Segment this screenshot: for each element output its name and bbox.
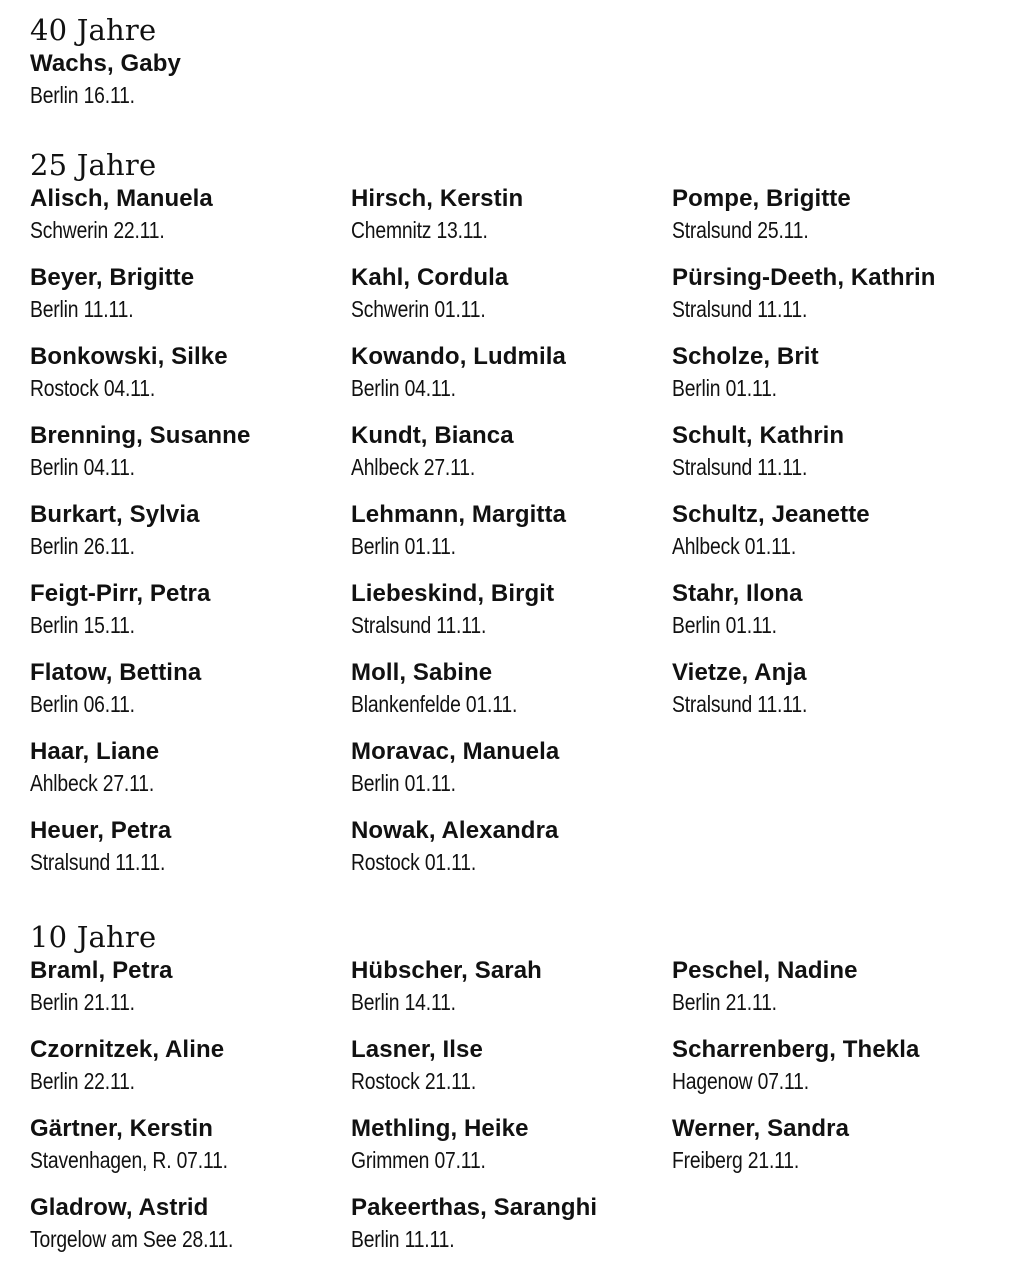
list-item bbox=[30, 955, 351, 1034]
section-40-years bbox=[30, 12, 990, 147]
entries-grid bbox=[30, 48, 990, 127]
section-title: 10 Jahre bbox=[30, 920, 157, 954]
location-date: Chemnitz 13.11. bbox=[351, 217, 488, 243]
column bbox=[30, 183, 351, 894]
person-name: Lehmann, Margitta bbox=[351, 501, 567, 528]
person-name: Hirsch, Kerstin bbox=[351, 185, 524, 212]
list-item bbox=[30, 499, 351, 578]
list-item bbox=[351, 1113, 672, 1192]
list-item bbox=[672, 262, 990, 341]
list-item bbox=[30, 262, 351, 341]
location-date: Berlin 01.11. bbox=[351, 533, 456, 559]
section-25-years bbox=[30, 147, 990, 919]
location-date: Stralsund 11.11. bbox=[672, 296, 808, 322]
entries-grid bbox=[30, 955, 990, 1271]
list-item bbox=[30, 815, 351, 894]
list-item bbox=[351, 815, 672, 894]
location-date: Berlin 01.11. bbox=[672, 612, 777, 638]
list-item bbox=[351, 262, 672, 341]
person-name: Moll, Sabine bbox=[351, 659, 493, 686]
column bbox=[351, 955, 672, 1271]
location-date: Berlin 04.11. bbox=[30, 454, 135, 480]
location-date: Berlin 06.11. bbox=[30, 691, 135, 717]
location-date: Rostock 04.11. bbox=[30, 375, 156, 401]
list-item bbox=[30, 657, 351, 736]
location-date: Schwerin 01.11. bbox=[351, 296, 486, 322]
list-item bbox=[30, 578, 351, 657]
person-name: Pompe, Brigitte bbox=[672, 185, 851, 212]
person-name: Liebeskind, Birgit bbox=[351, 580, 555, 607]
location-date: Rostock 21.11. bbox=[351, 1068, 477, 1094]
location-date: Berlin 22.11. bbox=[30, 1068, 135, 1094]
location-date: Stralsund 11.11. bbox=[351, 612, 487, 638]
list-item bbox=[30, 183, 351, 262]
list-item bbox=[30, 1192, 351, 1271]
list-item bbox=[30, 341, 351, 420]
location-date: Berlin 04.11. bbox=[351, 375, 456, 401]
person-name: Kowando, Ludmila bbox=[351, 343, 566, 370]
person-name: Czornitzek, Aline bbox=[30, 1036, 225, 1063]
person-name: Pakeerthas, Saranghi bbox=[351, 1194, 598, 1221]
column bbox=[30, 48, 351, 127]
location-date: Stralsund 11.11. bbox=[30, 849, 166, 875]
anniversary-list bbox=[30, 12, 990, 1271]
location-date: Stralsund 25.11. bbox=[672, 217, 809, 243]
list-item bbox=[30, 1034, 351, 1113]
person-name: Kundt, Bianca bbox=[351, 422, 514, 449]
person-name: Lasner, Ilse bbox=[351, 1036, 483, 1063]
location-date: Berlin 11.11. bbox=[351, 1226, 455, 1252]
location-date: Stavenhagen, R. 07.11. bbox=[30, 1147, 228, 1173]
list-item bbox=[30, 48, 351, 127]
person-name: Nowak, Alexandra bbox=[351, 817, 559, 844]
location-date: Ahlbeck 27.11. bbox=[30, 770, 155, 796]
list-item bbox=[672, 955, 990, 1034]
list-item bbox=[30, 420, 351, 499]
list-item bbox=[672, 578, 990, 657]
person-name: Brenning, Susanne bbox=[30, 422, 251, 449]
list-item bbox=[351, 341, 672, 420]
list-item bbox=[351, 955, 672, 1034]
list-item bbox=[351, 1034, 672, 1113]
list-item bbox=[672, 1113, 990, 1192]
location-date: Berlin 01.11. bbox=[672, 375, 777, 401]
location-date: Berlin 11.11. bbox=[30, 296, 134, 322]
location-date: Berlin 21.11. bbox=[30, 989, 135, 1015]
list-item bbox=[351, 499, 672, 578]
column bbox=[672, 955, 990, 1271]
person-name: Moravac, Manuela bbox=[351, 738, 560, 765]
person-name: Burkart, Sylvia bbox=[30, 501, 200, 528]
list-item bbox=[351, 1192, 672, 1271]
column bbox=[351, 183, 672, 894]
person-name: Hübscher, Sarah bbox=[351, 957, 542, 984]
list-item bbox=[351, 736, 672, 815]
location-date: Grimmen 07.11. bbox=[351, 1147, 486, 1173]
person-name: Scholze, Brit bbox=[672, 343, 819, 370]
person-name: Peschel, Nadine bbox=[672, 957, 858, 984]
person-name: Vietze, Anja bbox=[672, 659, 807, 686]
entries-grid bbox=[30, 183, 990, 894]
column bbox=[30, 955, 351, 1271]
person-name: Schultz, Jeanette bbox=[672, 501, 870, 528]
location-date: Berlin 01.11. bbox=[351, 770, 456, 796]
location-date: Berlin 16.11. bbox=[30, 82, 135, 108]
person-name: Haar, Liane bbox=[30, 738, 160, 765]
section-10-years bbox=[30, 919, 990, 1271]
person-name: Werner, Sandra bbox=[672, 1115, 850, 1142]
person-name: Flatow, Bettina bbox=[30, 659, 202, 686]
person-name: Heuer, Petra bbox=[30, 817, 172, 844]
person-name: Alisch, Manuela bbox=[30, 185, 213, 212]
location-date: Berlin 21.11. bbox=[672, 989, 777, 1015]
list-item bbox=[351, 420, 672, 499]
location-date: Rostock 01.11. bbox=[351, 849, 477, 875]
person-name: Scharrenberg, Thekla bbox=[672, 1036, 920, 1063]
location-date: Schwerin 22.11. bbox=[30, 217, 165, 243]
list-item bbox=[672, 341, 990, 420]
location-date: Ahlbeck 27.11. bbox=[351, 454, 476, 480]
person-name: Schult, Kathrin bbox=[672, 422, 845, 449]
person-name: Braml, Petra bbox=[30, 957, 173, 984]
person-name: Wachs, Gaby bbox=[30, 50, 181, 77]
person-name: Gladrow, Astrid bbox=[30, 1194, 209, 1221]
location-date: Berlin 26.11. bbox=[30, 533, 135, 559]
list-item bbox=[672, 183, 990, 262]
location-date: Hagenow 07.11. bbox=[672, 1068, 809, 1094]
person-name: Gärtner, Kerstin bbox=[30, 1115, 213, 1142]
list-item bbox=[351, 578, 672, 657]
person-name: Beyer, Brigitte bbox=[30, 264, 195, 291]
column bbox=[672, 183, 990, 894]
location-date: Blankenfelde 01.11. bbox=[351, 691, 518, 717]
list-item bbox=[672, 657, 990, 736]
list-item bbox=[672, 420, 990, 499]
list-item bbox=[351, 657, 672, 736]
list-item bbox=[672, 499, 990, 578]
person-name: Bonkowski, Silke bbox=[30, 343, 228, 370]
person-name: Feigt-Pirr, Petra bbox=[30, 580, 211, 607]
location-date: Torgelow am See 28.11. bbox=[30, 1226, 234, 1252]
location-date: Stralsund 11.11. bbox=[672, 454, 808, 480]
location-date: Berlin 14.11. bbox=[351, 989, 456, 1015]
person-name: Stahr, Ilona bbox=[672, 580, 803, 607]
person-name: Kahl, Cordula bbox=[351, 264, 509, 291]
location-date: Berlin 15.11. bbox=[30, 612, 135, 638]
location-date: Stralsund 11.11. bbox=[672, 691, 808, 717]
list-item bbox=[30, 1113, 351, 1192]
person-name: Pürsing-Deeth, Kathrin bbox=[672, 264, 936, 291]
list-item bbox=[351, 183, 672, 262]
list-item bbox=[30, 736, 351, 815]
section-title: 40 Jahre bbox=[30, 13, 157, 47]
location-date: Freiberg 21.11. bbox=[672, 1147, 800, 1173]
section-title: 25 Jahre bbox=[30, 148, 157, 182]
list-item bbox=[672, 1034, 990, 1113]
person-name: Methling, Heike bbox=[351, 1115, 529, 1142]
location-date: Ahlbeck 01.11. bbox=[672, 533, 797, 559]
